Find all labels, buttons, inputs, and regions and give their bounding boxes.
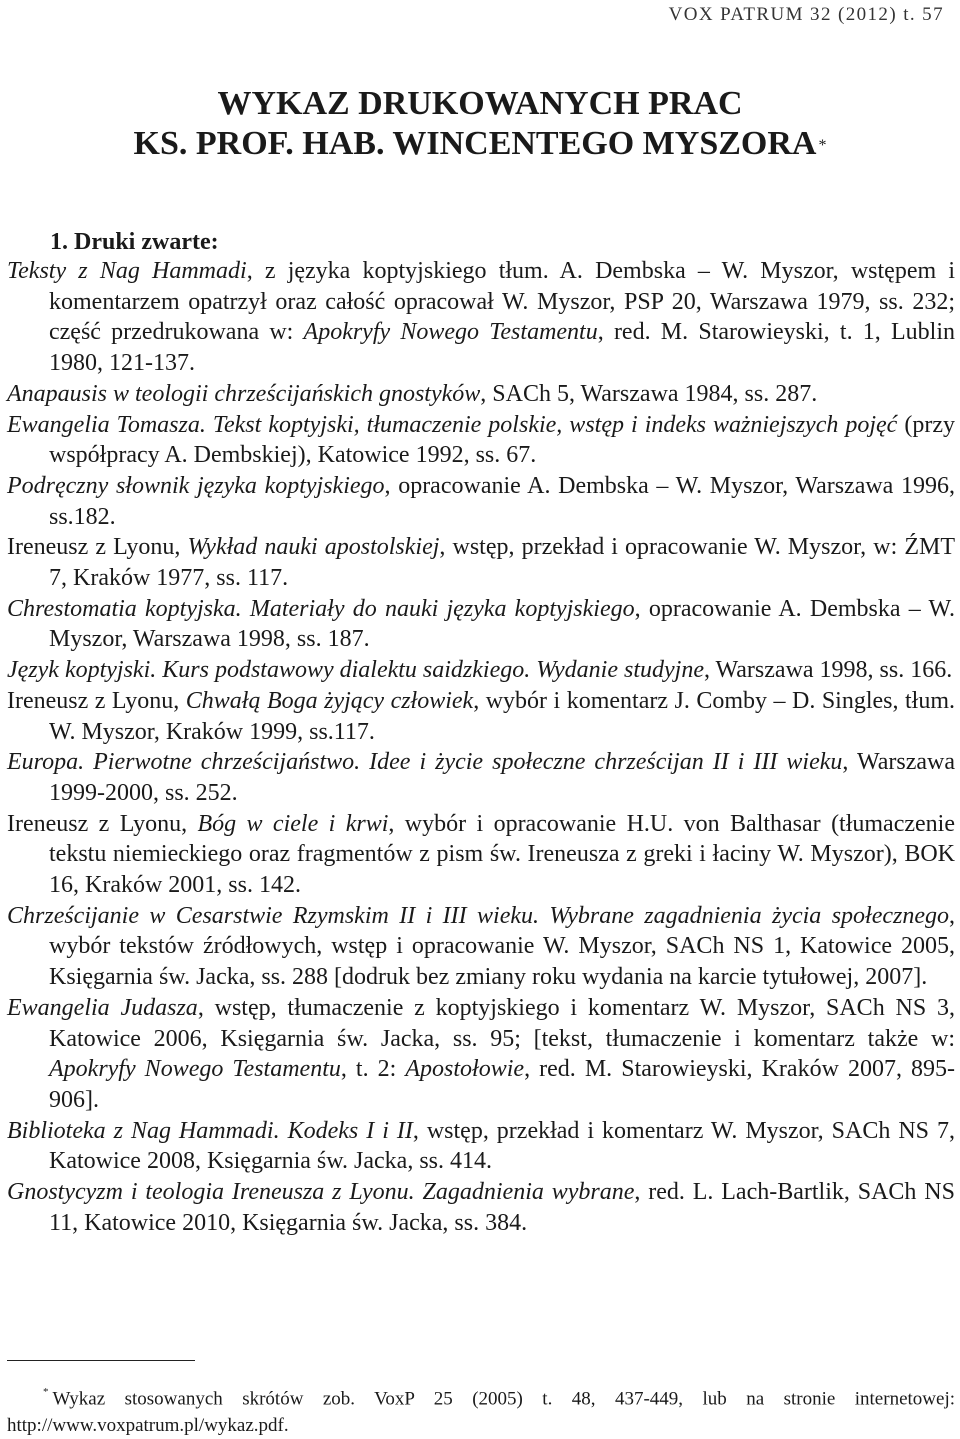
bibliography-list [7,256,955,1239]
entry-italic-text: Podręczny słownik języka koptyjskiego [7,472,385,499]
entry-text: (przy współpracy A. Dembskiej), Katowice 1992, ss. 67. [49,411,956,469]
entry-italic-text: Gnostycyzm i teologia Ireneusza z Lyonu. Zagadnienia wybrane [7,1179,635,1206]
bibliography-entry [7,410,955,471]
bibliography-entry [7,379,955,410]
page-title [0,84,960,164]
entry-text: , red. M. Starowieyski, t. 1, Lublin 1980, 121-137. [49,319,955,377]
bibliography-entry [7,532,955,593]
entry-text: , red. L. Lach-Bartlik, SACh NS 11, Katowice 2010, Księgarnia św. Jacka, ss. 384. [49,1179,955,1236]
entry-text: , Warszawa 1999-2000, ss. 252. [49,749,955,806]
entry-italic-text: Teksty z Nag Hammadi [7,258,247,284]
entry-italic-text: Język koptyjski. Kurs podstawowy dialektu saidzkiego. Wydanie studyjne [7,657,704,684]
footnote-text: Wykaz stosowanych skrótów zob. VoxP 25 (2005) t. 48, 437-449, lub na stronie internetowej: http://www.voxpatrum.pl/wykaz.pdf. [7,1388,955,1437]
entry-italic-text: Chwałą Boga żyjący człowiek [185,687,474,714]
entry-text: Ireneusz z Lyonu, [7,534,188,561]
entry-text: , z języka koptyjskiego tłum. A. Dembska – W. Myszor, wstępem i komentarzem opatrzył oraz całość opracował W. Myszor, PSP 20, Warszawa 1979, ss. 232; część przedrukowana w: [49,258,956,346]
bibliography-entry [7,471,955,532]
footnote [7,1381,955,1439]
entry-italic-text: Chrestomatia koptyjska. Materiały do nauki języka koptyjskiego [7,595,635,622]
entry-text: , t. 2: [340,1056,406,1083]
entry-italic-text: Wykład nauki apostolskiej [187,534,440,561]
entry-italic-text: Ewangelia Tomasza. Tekst koptyjski, tłumaczenie polskie, wstęp i indeks ważniejszych pojęć [7,411,898,438]
entry-text: , SACh 5, Warszawa 1984, ss. 287. [480,380,818,407]
entry-italic-text: Europa. Pierwotne chrześcijaństwo. Idee i życie społeczne chrześcijan II i III wieku [7,749,843,776]
title-line-2 [0,124,960,164]
entry-text: Ireneusz z Lyonu, [7,810,198,837]
title-footnote-marker[interactable]: * [818,137,827,154]
bibliography-entry [7,256,955,379]
title-line-1: WYKAZ DRUKOWANYCH PRAC [217,85,743,122]
entry-text: , wybór tekstów źródłowych, wstęp i opracowanie W. Myszor, SACh NS 1, Katowice 2005, Księgarnia św. Jacka, ss. 288 [dodruk bez zmiany roku wydania na karcie tytułowej, 2007]. [49,902,955,991]
bibliography-entry [7,901,955,993]
title-line-2-text: KS. PROF. HAB. WINCENTEGO MYSZORA [133,125,817,162]
entry-italic-text: Apostołowie [405,1056,525,1083]
entry-text: Ireneusz z Lyonu, [7,687,186,714]
entry-text: , red. M. Starowieyski, Kraków 2007, 895-906]. [49,1056,956,1113]
bibliography-entry [7,809,955,901]
entry-text: , opracowanie A. Dembska – W. Myszor, Warszawa 1996, ss.182. [49,472,955,530]
bibliography-entry [7,993,955,1116]
entry-text: , wstęp, tłumaczenie z koptyjskiego i komentarz W. Myszor, SACh NS 3, Katowice 2006, Księgarnia św. Jacka, ss. 95; [tekst, tłumaczenie i komentarz także w: [49,994,955,1052]
entry-text: , wybór i komentarz J. Comby – D. Singles, tłum. W. Myszor, Kraków 1999, ss.117. [49,687,955,745]
entry-italic-text: Anapausis w teologii chrześcijańskich gnostyków [7,380,481,407]
bibliography-entry [7,594,955,655]
entry-italic-text: Bóg w ciele i krwi [197,810,389,837]
entry-text: , opracowanie A. Dembska – W. Myszor, Warszawa 1998, ss. 187. [49,595,955,653]
bibliography-entry [7,747,955,808]
entry-text: , Warszawa 1998, ss. 166. [703,657,953,684]
entry-italic-text: Apokryfy Nowego Testamentu [303,319,598,346]
footnote-rule [7,1360,195,1361]
bibliography-entry [7,655,955,686]
entry-text: , wstęp, przekład i opracowanie W. Myszor, w: ŹMT 7, Kraków 1977, ss. 117. [49,534,955,592]
section-heading: 1. Druki zwarte: [50,229,219,255]
entry-italic-text: Apokryfy Nowego Testamentu [49,1056,341,1083]
bibliography-entry [7,1116,955,1177]
running-head: VOX PATRUM 32 (2012) t. 57 [668,4,944,25]
entry-italic-text: Ewangelia Judasza [7,994,198,1021]
entry-italic-text: Chrześcijanie w Cesarstwie Rzymskim II i III wieku. Wybrane zagadnienia życia społecznego [7,902,949,929]
entry-text: , wybór i opracowanie H.U. von Balthasar (tłumaczenie tekstu niemieckiego oraz fragmentów z pism św. Ireneusza z greki i łaciny W. Myszor), BOK 16, Kraków 2001, ss. 142. [49,810,955,899]
bibliography-entry [7,686,955,747]
bibliography-entry [7,1177,955,1238]
footnote-marker: * [43,1386,49,1398]
entry-text: , wstęp, przekład i komentarz W. Myszor, SACh NS 7, Katowice 2008, Księgarnia św. Jacka, ss. 414. [49,1117,956,1175]
entry-italic-text: Biblioteka z Nag Hammadi. Kodeks I i II [7,1117,413,1144]
